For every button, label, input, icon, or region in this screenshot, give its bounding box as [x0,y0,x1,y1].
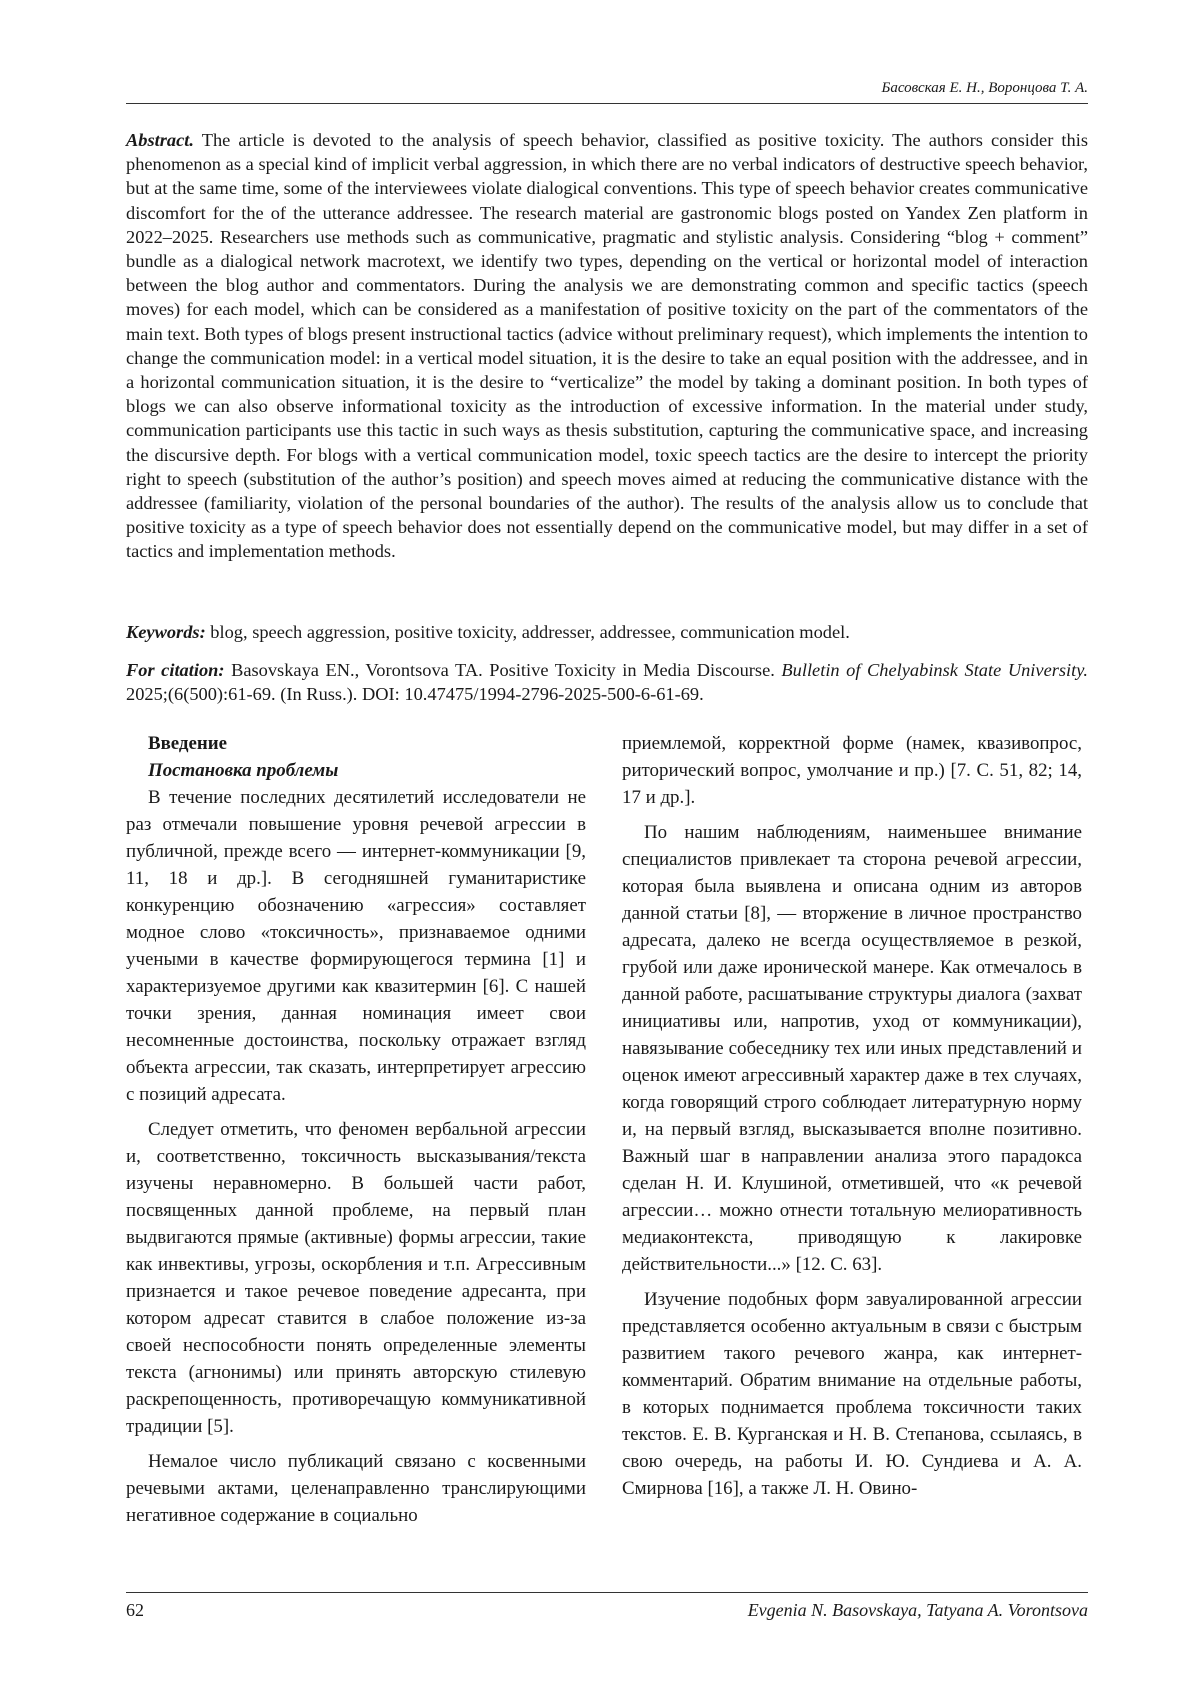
keywords-label: Keywords: [126,622,206,642]
footer-divider [126,1592,1088,1593]
body-column-right [622,730,1082,1510]
citation-details: 2025;(6(500):61-69. (In Russ.). DOI: 10.47475/1994-2796-2025-500-6-61-69. [126,684,704,704]
body-paragraph: Изучение подобных форм завуалированной агрессии представляется особенно актуальным в связи с быстрым развитием такого речевого жанра, как интернет-комментарий. Обратим внимание на отдельные работы, в которых поднимается проблема токсичности таких текстов. Е. В. Курганская и Н. В. Степанова, ссылаясь, в свою очередь, на работы И. Ю. Сундиева и А. А. Смирнова [16], а также Л. Н. Овино- [622,1289,1082,1499]
body-paragraph: В течение последних десятилетий исследователи не раз отмечали повышение уровня речевой агрессии в публичной, прежде всего — интернет-коммуникации [9, 11, 18 и др.]. В сегодняшней гуманитаристике конкуренцию обозначению «агрессия» составляет модное слово «токсичность», признаваемое одними учеными в качестве формирующегося термина [1] и характеризуемое другими как квазитермин [6]. С нашей точки зрения, данная номинация имеет свои несомненные достоинства, поскольку отражает взгляд объекта агрессии, так сказать, интерпретирует агрессию с позиций адресата. [126,787,586,1105]
keywords [126,620,1088,644]
abstract-label: Abstract. [126,130,194,150]
footer-authors: Evgenia N. Basovskaya, Tatyana A. Vorontsova [747,1600,1088,1620]
citation-label: For citation: [126,660,225,680]
running-header-authors: Басовская Е. Н., Воронцова Т. А. [881,80,1088,96]
body-paragraph: Немалое число публикаций связано с косвенными речевыми актами, целенаправленно транслирующими негативное содержание в социально [126,1451,586,1526]
running-header [126,80,1088,104]
body-paragraph-continuation: приемлемой, корректной форме (намек, квазивопрос, риторический вопрос, умолчание и пр.) [7. С. 51, 82; 14, 17 и др.]. [622,733,1082,808]
keywords-text: blog, speech aggression, positive toxicity, addresser, addressee, communication model. [210,622,850,642]
abstract-text: The article is devoted to the analysis of speech behavior, classified as positive toxicity. The authors consider this phenomenon as a special kind of implicit verbal aggression, in which there are no verbal indicators of destructive speech behavior, but at the same time, some of the interviewees violate dialogical conventions. This type of speech behavior creates communicative discomfort for the of the utterance addressee. The research material are gastronomic blogs posted on Yandex Zen platform in 2022–2025. Researchers use methods such as communicative, pragmatic and stylistic analysis. Considering “blog + comment” bundle as a dialogical network macrotext, we identify two types, depending on the vertical or horizontal model of interaction between the blog author and commentators. During the analysis we are demonstrating common and specific tactics (speech moves) for each model, which can be considered as a manifestation of positive toxicity on the part of the commentators of the main text. Both types of blogs present instructional tactics (advice without preliminary request), which implements the intention to change the communication model: in a vertical model situation, it is the desire to take an equal position with the addressee, and in a horizontal communication situation, it is the desire to “verticalize” the model by taking a dominant position. In both types of blogs we can also observe informational toxicity as the introduction of excessive information. In the material under study, communication participants use this tactic in such ways as thesis substitution, capturing the communicative space, and increasing the discursive depth. For blogs with a vertical communication model, toxic speech tactics are the desire to intercept the priority right to speech (substitution of the author’s position) and speech moves aimed at reducing the communicative distance with the addressee (familiarity, violation of the personal boundaries of the author). The results of the analysis allow us to conclude that positive toxicity as a type of speech behavior does not essentially depend on the communicative model, but may differ in a set of tactics and implementation methods. [126,130,1088,562]
subsection-title: Постановка проблемы [148,760,339,781]
citation [126,658,1088,706]
abstract [126,128,1088,564]
body-paragraph: Следует отметить, что феномен вербальной агрессии и, соответственно, токсичность высказывания/текста изучены неравномерно. В большей части работ, посвященных данной проблеме, на первый план выдвигаются прямые (активные) формы агрессии, такие как инвективы, угрозы, оскорбления и т.п. Агрессивным признается и такое речевое поведение адресанта, при котором адресат ставится в слабое положение из-за своей неспособности понять определенные элементы текста (агнонимы) или принять авторскую стилевую раскрепощенность, противоречащую коммуникативной традиции [5]. [126,1119,586,1437]
body-paragraph: По нашим наблюдениям, наименьшее внимание специалистов привлекает та сторона речевой агрессии, которая была выявлена и описана одним из авторов данной статьи [8], — вторжение в личное пространство адресата, далеко не всегда осуществляемое в резкой, грубой или даже иронической манере. Как отмечалось в данной работе, расшатывание структуры диалога (захват инициативы или, напротив, уход от коммуникации), навязывание собеседнику тех или иных представлений и оценок имеют агрессивный характер даже в тех случаях, когда говорящий строго соблюдает литературную норму и, на первый взгляд, высказывается вполне позитивно. Важный шаг в направлении анализа этого парадокса сделан Н. И. Клушиной, отметившей, что «к речевой агрессии… можно отнести тотальную мелиоративность медиаконтекста, приводящую к лакировке действительности...» [12. С. 63]. [622,822,1082,1275]
citation-text: Basovskaya EN., Vorontsova TA. Positive Toxicity in Media Discourse. [231,660,775,680]
section-title: Введение [148,733,228,754]
page-number: 62 [126,1600,144,1620]
citation-journal: Bulletin of Chelyabinsk State University. [781,660,1089,680]
abstract-paragraph [126,128,1088,564]
body-column-left [126,730,586,1537]
